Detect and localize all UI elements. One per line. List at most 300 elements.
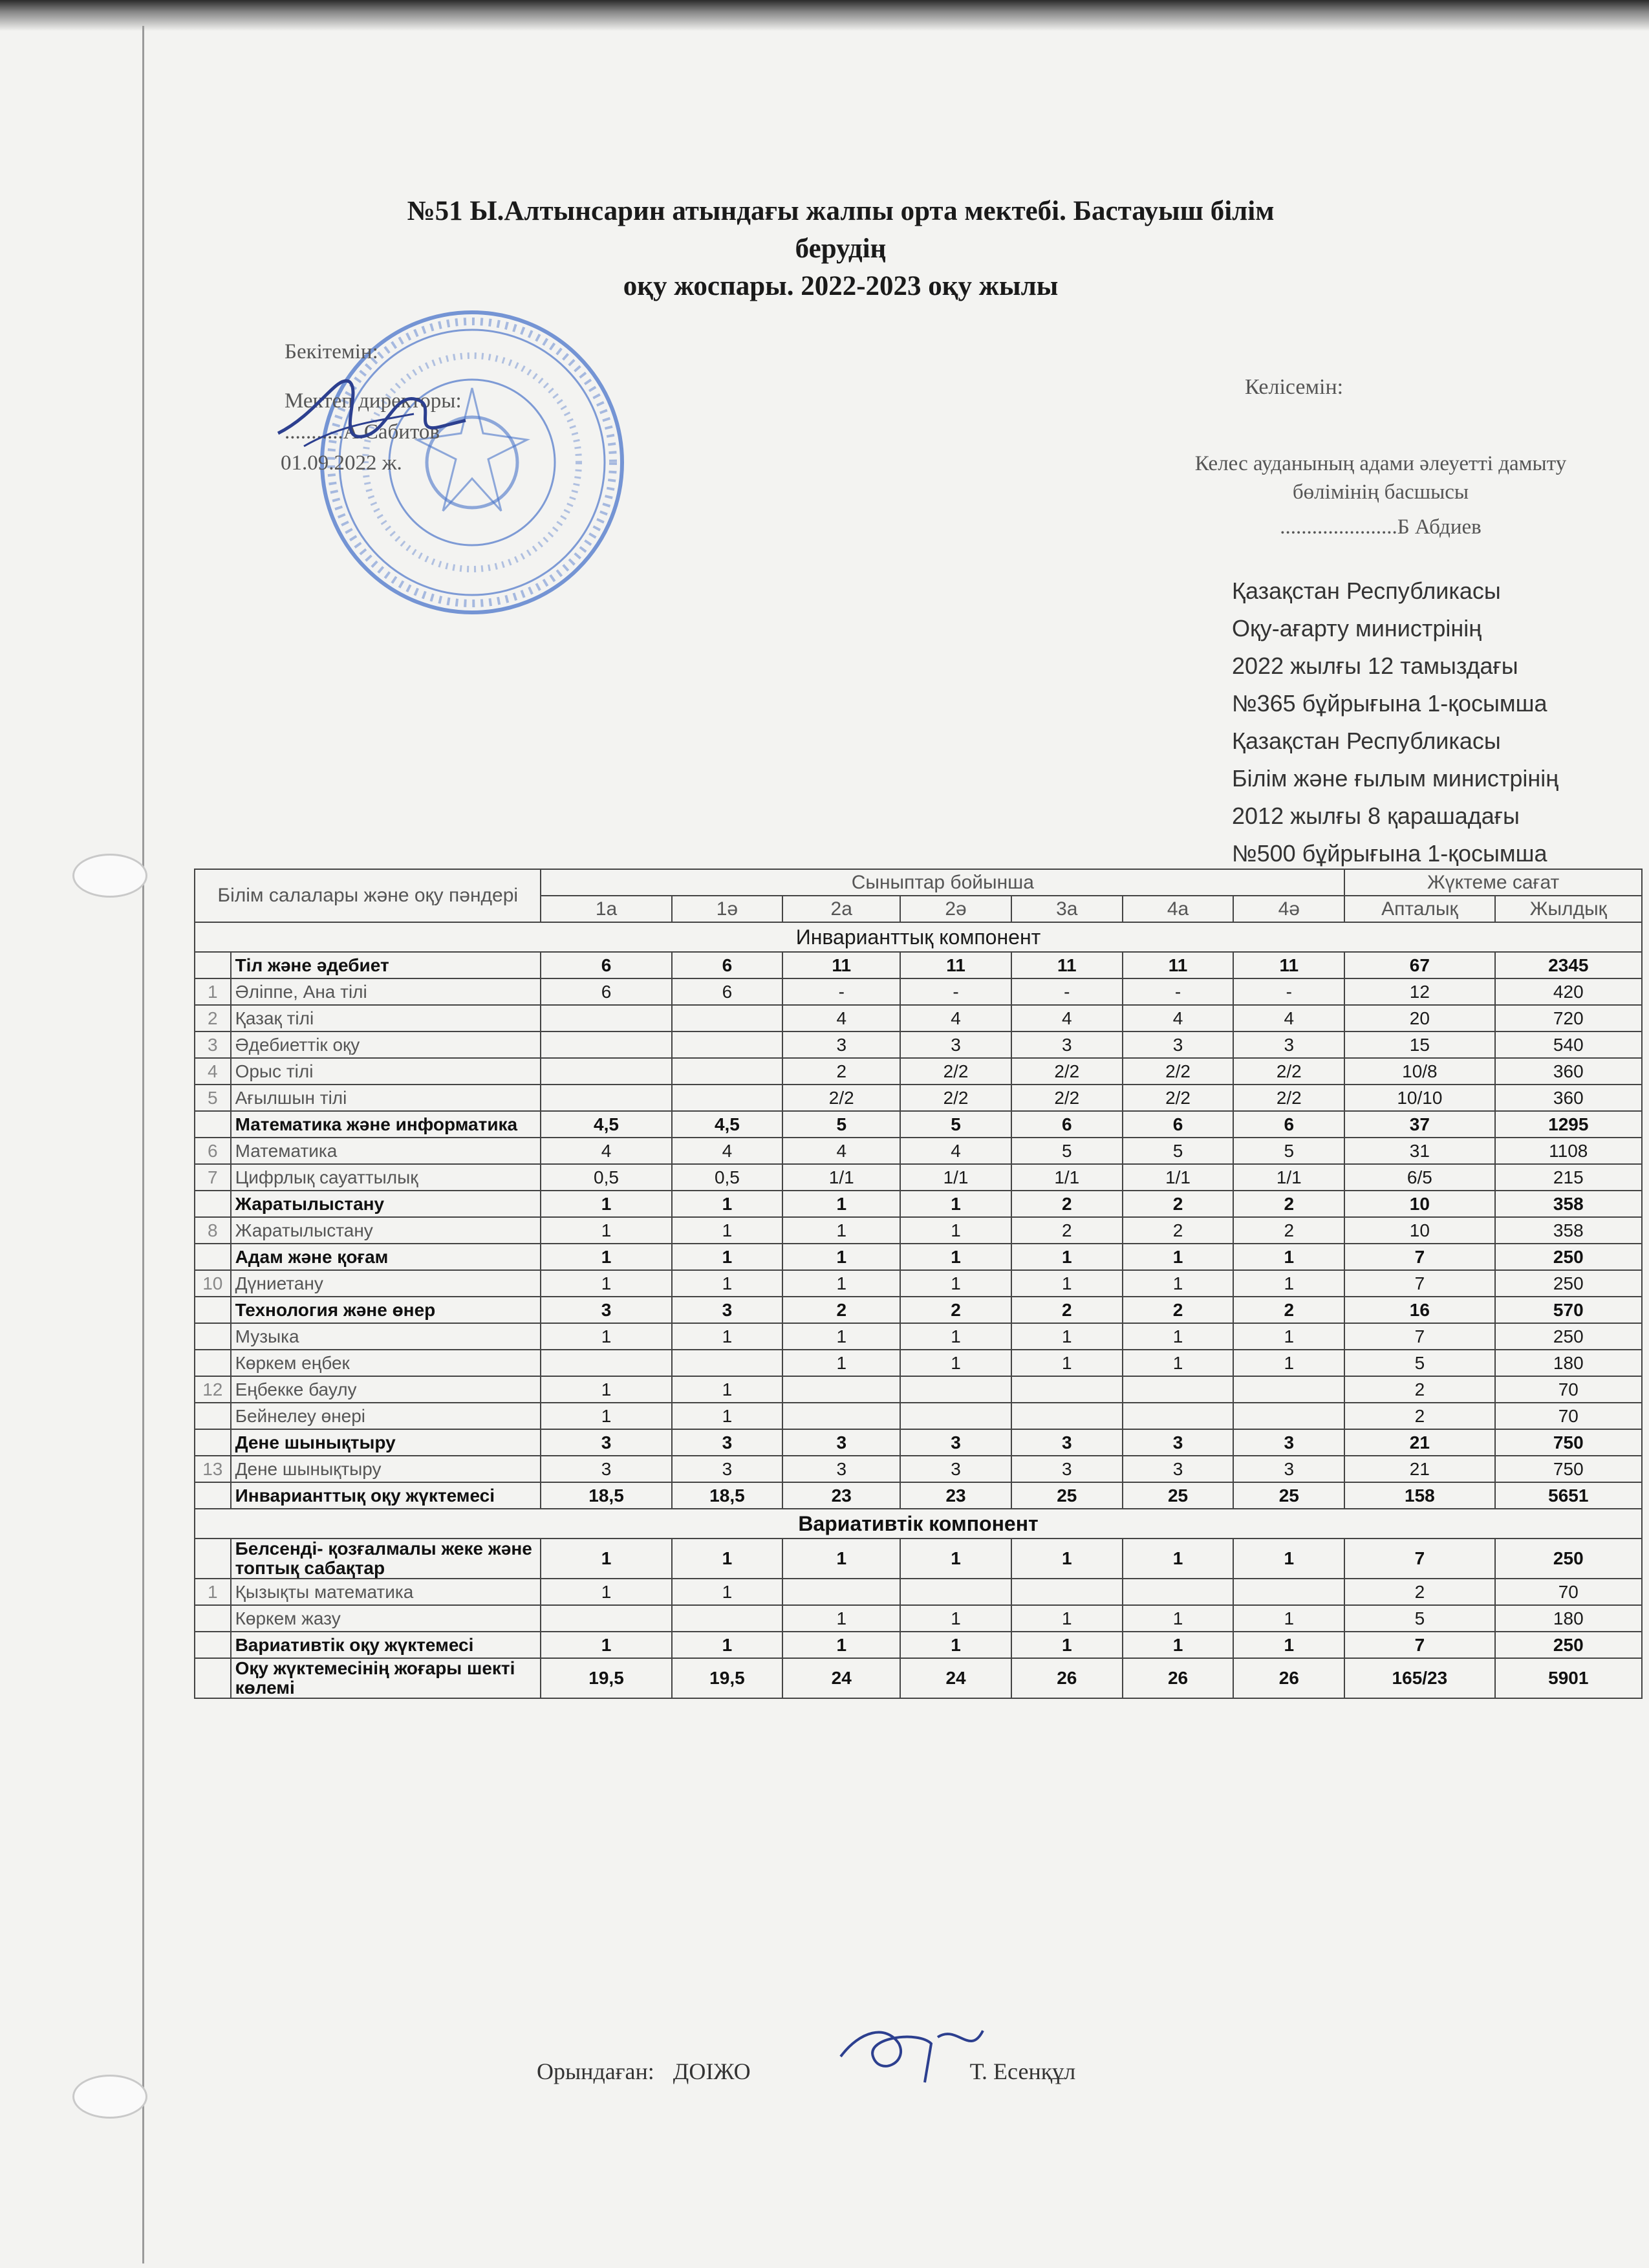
director-signature: [265, 362, 479, 466]
yearly-hours: 70: [1495, 1376, 1642, 1403]
weekly-hours: 7: [1344, 1539, 1494, 1579]
yearly-hours: 360: [1495, 1058, 1642, 1085]
class-hours: -: [900, 978, 1011, 1005]
row-number: 7: [195, 1164, 231, 1191]
class-hours: 3: [672, 1429, 783, 1456]
row-number: [195, 1605, 231, 1632]
class-hours: [900, 1579, 1011, 1605]
row-number: 1: [195, 1579, 231, 1605]
class-hours: 1: [1123, 1539, 1234, 1579]
executor-role: ДОІЖО: [673, 2058, 751, 2084]
invariant-section-row: [195, 922, 1642, 952]
class-header: 1а: [541, 896, 671, 922]
class-hours: 1: [541, 1191, 671, 1217]
class-hours: 2/2: [1233, 1085, 1344, 1111]
row-number: 5: [195, 1085, 231, 1111]
table-row: [195, 1111, 1642, 1138]
class-hours: 2/2: [900, 1085, 1011, 1111]
class-hours: 1: [672, 1539, 783, 1579]
class-hours: [541, 1031, 671, 1058]
weekly-hours: 5: [1344, 1350, 1494, 1376]
yearly-hours: 5901: [1495, 1658, 1642, 1698]
class-hours: 3: [1233, 1456, 1344, 1482]
agreement-label: Келісемін:: [1245, 375, 1344, 399]
class-hours: 1: [1123, 1350, 1234, 1376]
class-hours: 6: [1011, 1111, 1123, 1138]
class-hours: 1: [782, 1605, 900, 1632]
weekly-hours: 158: [1344, 1482, 1494, 1509]
table-row: [195, 1005, 1642, 1031]
table-header-row: [195, 869, 1642, 896]
class-hours: 6: [541, 978, 671, 1005]
class-hours: 1: [782, 1323, 900, 1350]
class-hours: -: [1123, 978, 1234, 1005]
table-row: [195, 1085, 1642, 1111]
ministry-line: 2022 жылғы 12 тамыздағы: [1232, 653, 1518, 679]
class-hours: [541, 1058, 671, 1085]
class-hours: 11: [1011, 952, 1123, 978]
yearly-hours: 1295: [1495, 1111, 1642, 1138]
table-row: [195, 1138, 1642, 1164]
class-hours: 1/1: [900, 1164, 1011, 1191]
class-hours: 1: [541, 1376, 671, 1403]
class-hours: 6: [541, 952, 671, 978]
class-hours: 3: [541, 1429, 671, 1456]
class-hours: [541, 1350, 671, 1376]
yearly-hours: 250: [1495, 1632, 1642, 1658]
class-hours: 2: [1011, 1297, 1123, 1323]
class-hours: 1: [672, 1376, 783, 1403]
class-hours: 5: [1123, 1138, 1234, 1164]
weekly-hours: 10: [1344, 1217, 1494, 1244]
agreement-name: ......................Б Абдиев: [1280, 515, 1482, 539]
class-hours: [900, 1403, 1011, 1429]
weekly-hours: 20: [1344, 1005, 1494, 1031]
yearly-hours: 215: [1495, 1164, 1642, 1191]
table-row: [195, 1658, 1642, 1698]
class-hours: 1/1: [1123, 1164, 1234, 1191]
class-hours: 3: [900, 1456, 1011, 1482]
class-hours: 1: [541, 1323, 671, 1350]
weekly-hours: 2: [1344, 1403, 1494, 1429]
class-hours: 3: [782, 1429, 900, 1456]
class-hours: 2: [1123, 1297, 1234, 1323]
table-row: [195, 1297, 1642, 1323]
class-hours: 3: [1123, 1031, 1234, 1058]
row-number: 1: [195, 978, 231, 1005]
class-hours: 2/2: [900, 1058, 1011, 1085]
variative-section-row: [195, 1509, 1642, 1539]
class-hours: -: [1011, 978, 1123, 1005]
subject-name: Белсенді- қозғалмалы жеке және топтық сабақтар: [231, 1539, 541, 1579]
subject-name: Ағылшын тілі: [231, 1085, 541, 1111]
class-hours: 3: [1011, 1031, 1123, 1058]
class-hours: 1: [782, 1350, 900, 1376]
row-number: 3: [195, 1031, 231, 1058]
weekly-hours: 31: [1344, 1138, 1494, 1164]
class-hours: 2: [782, 1297, 900, 1323]
class-hours: 1: [1011, 1323, 1123, 1350]
class-hours: 4: [541, 1138, 671, 1164]
agreement-line-1: Келес ауданының адами әлеуетті дамыту: [1194, 452, 1567, 475]
table-row: [195, 1164, 1642, 1191]
class-hours: 1: [541, 1579, 671, 1605]
class-hours: 1: [782, 1191, 900, 1217]
class-hours: [541, 1005, 671, 1031]
class-hours: 1: [782, 1539, 900, 1579]
class-hours: 1: [900, 1605, 1011, 1632]
paper-fold-line: [142, 26, 144, 2263]
yearly-hours: 570: [1495, 1297, 1642, 1323]
class-hours: 0,5: [672, 1164, 783, 1191]
table-row: [195, 1323, 1642, 1350]
class-hours: 4,5: [541, 1111, 671, 1138]
row-number: [195, 1539, 231, 1579]
class-hours: [1233, 1579, 1344, 1605]
class-hours: 23: [782, 1482, 900, 1509]
subject-name: Орыс тілі: [231, 1058, 541, 1085]
class-hours: 4: [1011, 1005, 1123, 1031]
class-hours: 3: [1123, 1429, 1234, 1456]
class-hours: 19,5: [541, 1658, 671, 1698]
yearly-hours: 5651: [1495, 1482, 1642, 1509]
class-hours: 1: [900, 1632, 1011, 1658]
class-hours: 2: [1123, 1217, 1234, 1244]
class-hours: 2: [1011, 1191, 1123, 1217]
yearly-hours: 250: [1495, 1539, 1642, 1579]
class-hours: 1: [1233, 1539, 1344, 1579]
class-hours: 2: [1011, 1217, 1123, 1244]
table-row: [195, 1456, 1642, 1482]
class-hours: -: [1233, 978, 1344, 1005]
punch-hole: [72, 2075, 147, 2119]
table-row: [195, 1632, 1642, 1658]
class-hours: [672, 1085, 783, 1111]
class-hours: 2/2: [1123, 1085, 1234, 1111]
class-hours: 25: [1011, 1482, 1123, 1509]
weekly-hours: 21: [1344, 1429, 1494, 1456]
row-number: [195, 1191, 231, 1217]
class-hours: 1: [672, 1191, 783, 1217]
table-row: [195, 978, 1642, 1005]
table-row: [195, 952, 1642, 978]
class-hours: 2/2: [1011, 1085, 1123, 1111]
subject-name: Оқу жүктемесінің жоғары шекті көлемі: [231, 1658, 541, 1698]
row-number: [195, 1111, 231, 1138]
class-hours: 2: [1233, 1297, 1344, 1323]
class-hours: 1: [1233, 1323, 1344, 1350]
class-header: 4ә: [1233, 896, 1344, 922]
row-number: [195, 1297, 231, 1323]
class-hours: 19,5: [672, 1658, 783, 1698]
curriculum-table: [194, 869, 1643, 1699]
subject-name: Қазақ тілі: [231, 1005, 541, 1031]
yearly-hours: 180: [1495, 1350, 1642, 1376]
punch-hole: [72, 854, 147, 898]
yearly-hours: 2345: [1495, 952, 1642, 978]
class-hours: 1: [782, 1244, 900, 1270]
scan-top-shadow: [0, 0, 1649, 31]
class-hours: [1011, 1579, 1123, 1605]
class-hours: 3: [900, 1429, 1011, 1456]
variative-component-label: Вариативтік компонент: [195, 1509, 1642, 1539]
executor-signature: [828, 2018, 996, 2095]
class-hours: 2: [900, 1297, 1011, 1323]
yearly-hours: 720: [1495, 1005, 1642, 1031]
class-hours: 1/1: [782, 1164, 900, 1191]
class-header: 4а: [1123, 896, 1234, 922]
class-hours: 4: [782, 1138, 900, 1164]
table-row: [195, 1539, 1642, 1579]
row-number: [195, 1244, 231, 1270]
subject-name: Жаратылыстану: [231, 1217, 541, 1244]
class-hours: 1: [1123, 1323, 1234, 1350]
weekly-hours: 7: [1344, 1270, 1494, 1297]
class-hours: 6: [1123, 1111, 1234, 1138]
class-hours: 4: [900, 1005, 1011, 1031]
yearly-hours: 360: [1495, 1085, 1642, 1111]
class-hours: [672, 1605, 783, 1632]
table-row: [195, 1191, 1642, 1217]
subject-name: Әліппе, Ана тілі: [231, 978, 541, 1005]
class-hours: 26: [1233, 1658, 1344, 1698]
class-hours: [782, 1403, 900, 1429]
weekly-hours: 12: [1344, 978, 1494, 1005]
yearly-hours: 250: [1495, 1244, 1642, 1270]
subject-name: Адам және қоғам: [231, 1244, 541, 1270]
yearly-hours: 250: [1495, 1270, 1642, 1297]
class-hours: [1011, 1376, 1123, 1403]
subject-name: Математика: [231, 1138, 541, 1164]
yearly-hours: 358: [1495, 1217, 1642, 1244]
subject-name: Көркем еңбек: [231, 1350, 541, 1376]
class-hours: 2: [1123, 1191, 1234, 1217]
class-hours: 1: [1011, 1632, 1123, 1658]
table-row: [195, 1058, 1642, 1085]
class-hours: 1: [672, 1323, 783, 1350]
table-row: [195, 1031, 1642, 1058]
class-hours: [1233, 1403, 1344, 1429]
subject-name: Технология және өнер: [231, 1297, 541, 1323]
table-row: [195, 1244, 1642, 1270]
class-hours: 1: [900, 1270, 1011, 1297]
subject-name: Әдебиеттік оқу: [231, 1031, 541, 1058]
class-hours: 5: [782, 1111, 900, 1138]
class-hours: 1: [1011, 1244, 1123, 1270]
class-header: 2а: [782, 896, 900, 922]
class-hours: 1: [1233, 1632, 1344, 1658]
subject-name: Дүниетану: [231, 1270, 541, 1297]
class-hours: 1: [1011, 1539, 1123, 1579]
class-hours: 6: [1233, 1111, 1344, 1138]
class-hours: [672, 1058, 783, 1085]
class-hours: 11: [1233, 952, 1344, 978]
weekly-hours: 7: [1344, 1323, 1494, 1350]
weekly-hours: 7: [1344, 1632, 1494, 1658]
class-hours: 3: [782, 1456, 900, 1482]
subject-name: Дене шынықтыру: [231, 1429, 541, 1456]
yearly-header: Жылдық: [1495, 896, 1642, 922]
yearly-hours: 1108: [1495, 1138, 1642, 1164]
weekly-hours: 10/8: [1344, 1058, 1494, 1085]
subject-name: Инварианттық оқу жүктемесі: [231, 1482, 541, 1509]
row-number: [195, 1632, 231, 1658]
class-hours: 11: [1123, 952, 1234, 978]
class-hours: 1: [672, 1403, 783, 1429]
table-row: [195, 1605, 1642, 1632]
class-hours: [782, 1376, 900, 1403]
table-row: [195, 1217, 1642, 1244]
row-number: 12: [195, 1376, 231, 1403]
class-hours: 1: [541, 1539, 671, 1579]
class-hours: [672, 1005, 783, 1031]
row-number: 4: [195, 1058, 231, 1085]
weekly-hours: 16: [1344, 1297, 1494, 1323]
class-hours: 2/2: [1123, 1058, 1234, 1085]
class-hours: 1/1: [1011, 1164, 1123, 1191]
class-hours: 1: [1123, 1605, 1234, 1632]
class-hours: 26: [1011, 1658, 1123, 1698]
page-title: [388, 193, 1293, 305]
class-hours: 1: [900, 1539, 1011, 1579]
subjects-header: Білім салалары және оқу пәндері: [195, 869, 541, 922]
yearly-hours: 70: [1495, 1403, 1642, 1429]
ministry-order-note: [1232, 572, 1558, 872]
class-hours: 1: [1233, 1244, 1344, 1270]
yearly-hours: 250: [1495, 1323, 1642, 1350]
class-hours: 4: [1123, 1005, 1234, 1031]
subject-name: Еңбекке баулу: [231, 1376, 541, 1403]
class-hours: 1: [1011, 1350, 1123, 1376]
yearly-hours: 420: [1495, 978, 1642, 1005]
row-number: [195, 1482, 231, 1509]
ministry-line: Қазақстан Республикасы: [1232, 728, 1501, 754]
class-hours: 6: [672, 978, 783, 1005]
class-hours: 1: [1123, 1632, 1234, 1658]
class-hours: 1: [782, 1217, 900, 1244]
row-number: 13: [195, 1456, 231, 1482]
class-hours: 1: [782, 1270, 900, 1297]
table-row: [195, 1429, 1642, 1456]
class-hours: 1: [541, 1217, 671, 1244]
class-hours: 1: [541, 1244, 671, 1270]
class-hours: 18,5: [541, 1482, 671, 1509]
class-hours: 5: [1011, 1138, 1123, 1164]
class-hours: 3: [1233, 1031, 1344, 1058]
class-hours: 1: [1233, 1270, 1344, 1297]
weekly-hours: 165/23: [1344, 1658, 1494, 1698]
subject-name: Музыка: [231, 1323, 541, 1350]
load-header: Жүктеме сағат: [1344, 869, 1642, 896]
class-hours: 3: [672, 1456, 783, 1482]
weekly-hours: 7: [1344, 1244, 1494, 1270]
row-number: [195, 1658, 231, 1698]
by-class-header: Сыныптар бойынша: [541, 869, 1344, 896]
class-hours: 23: [900, 1482, 1011, 1509]
weekly-hours: 2: [1344, 1579, 1494, 1605]
subject-name: Дене шынықтыру: [231, 1456, 541, 1482]
row-number: 2: [195, 1005, 231, 1031]
class-hours: 18,5: [672, 1482, 783, 1509]
approval-date: 01.09.2022 ж.: [281, 451, 402, 475]
class-hours: 1: [1123, 1270, 1234, 1297]
class-hours: 3: [1123, 1456, 1234, 1482]
class-hours: 0,5: [541, 1164, 671, 1191]
yearly-hours: 750: [1495, 1456, 1642, 1482]
class-hours: 5: [1233, 1138, 1344, 1164]
ministry-line: Қазақстан Республикасы: [1232, 578, 1501, 604]
weekly-hours: 15: [1344, 1031, 1494, 1058]
executor-label: Орындаған:: [537, 2058, 654, 2084]
class-hours: [1123, 1376, 1234, 1403]
row-number: 8: [195, 1217, 231, 1244]
class-hours: 3: [672, 1297, 783, 1323]
class-hours: 3: [1233, 1429, 1344, 1456]
weekly-hours: 6/5: [1344, 1164, 1494, 1191]
class-hours: 4,5: [672, 1111, 783, 1138]
weekly-hours: 10: [1344, 1191, 1494, 1217]
weekly-hours: 2: [1344, 1376, 1494, 1403]
table-row: [195, 1579, 1642, 1605]
agreement-line-2: бөлімінің басшысы: [1292, 481, 1469, 504]
class-hours: 11: [900, 952, 1011, 978]
ministry-line: Білім және ғылым министрінің: [1232, 765, 1559, 792]
class-hours: 1: [782, 1632, 900, 1658]
class-hours: 4: [1233, 1005, 1344, 1031]
table-row: [195, 1403, 1642, 1429]
class-hours: 3: [541, 1297, 671, 1323]
class-hours: 1: [672, 1270, 783, 1297]
class-hours: 1: [900, 1323, 1011, 1350]
class-hours: 26: [1123, 1658, 1234, 1698]
class-hours: 5: [900, 1111, 1011, 1138]
yearly-hours: 540: [1495, 1031, 1642, 1058]
subject-name: Цифрлық сауаттылық: [231, 1164, 541, 1191]
class-hours: 2/2: [1233, 1058, 1344, 1085]
class-hours: 4: [672, 1138, 783, 1164]
class-hours: 2/2: [782, 1085, 900, 1111]
class-header: 2ә: [900, 896, 1011, 922]
executor-name: Т. Есенқұл: [969, 2058, 1076, 2084]
director-name: ...........А.Сабитов: [285, 420, 440, 444]
yearly-hours: 750: [1495, 1429, 1642, 1456]
class-hours: 3: [1011, 1456, 1123, 1482]
class-hours: [782, 1579, 900, 1605]
class-hours: 1: [541, 1632, 671, 1658]
invariant-component-label: Инварианттық компонент: [195, 922, 1642, 952]
class-hours: 1: [900, 1244, 1011, 1270]
class-header: 3а: [1011, 896, 1123, 922]
subject-name: Бейнелеу өнері: [231, 1403, 541, 1429]
class-hours: [900, 1376, 1011, 1403]
class-hours: 25: [1123, 1482, 1234, 1509]
ministry-line: №365 бұйрығына 1-қосымша: [1232, 690, 1547, 717]
class-hours: 24: [782, 1658, 900, 1698]
yearly-hours: 180: [1495, 1605, 1642, 1632]
class-hours: 2/2: [1011, 1058, 1123, 1085]
class-hours: 1: [900, 1191, 1011, 1217]
class-hours: 4: [900, 1138, 1011, 1164]
subject-name: Жаратылыстану: [231, 1191, 541, 1217]
class-hours: [1233, 1376, 1344, 1403]
class-hours: 1: [1011, 1270, 1123, 1297]
class-hours: -: [782, 978, 900, 1005]
subject-name: Математика және информатика: [231, 1111, 541, 1138]
class-hours: 1: [541, 1270, 671, 1297]
yearly-hours: 70: [1495, 1579, 1642, 1605]
class-hours: 1: [900, 1217, 1011, 1244]
ministry-line: №500 бұйрығына 1-қосымша: [1232, 840, 1547, 867]
